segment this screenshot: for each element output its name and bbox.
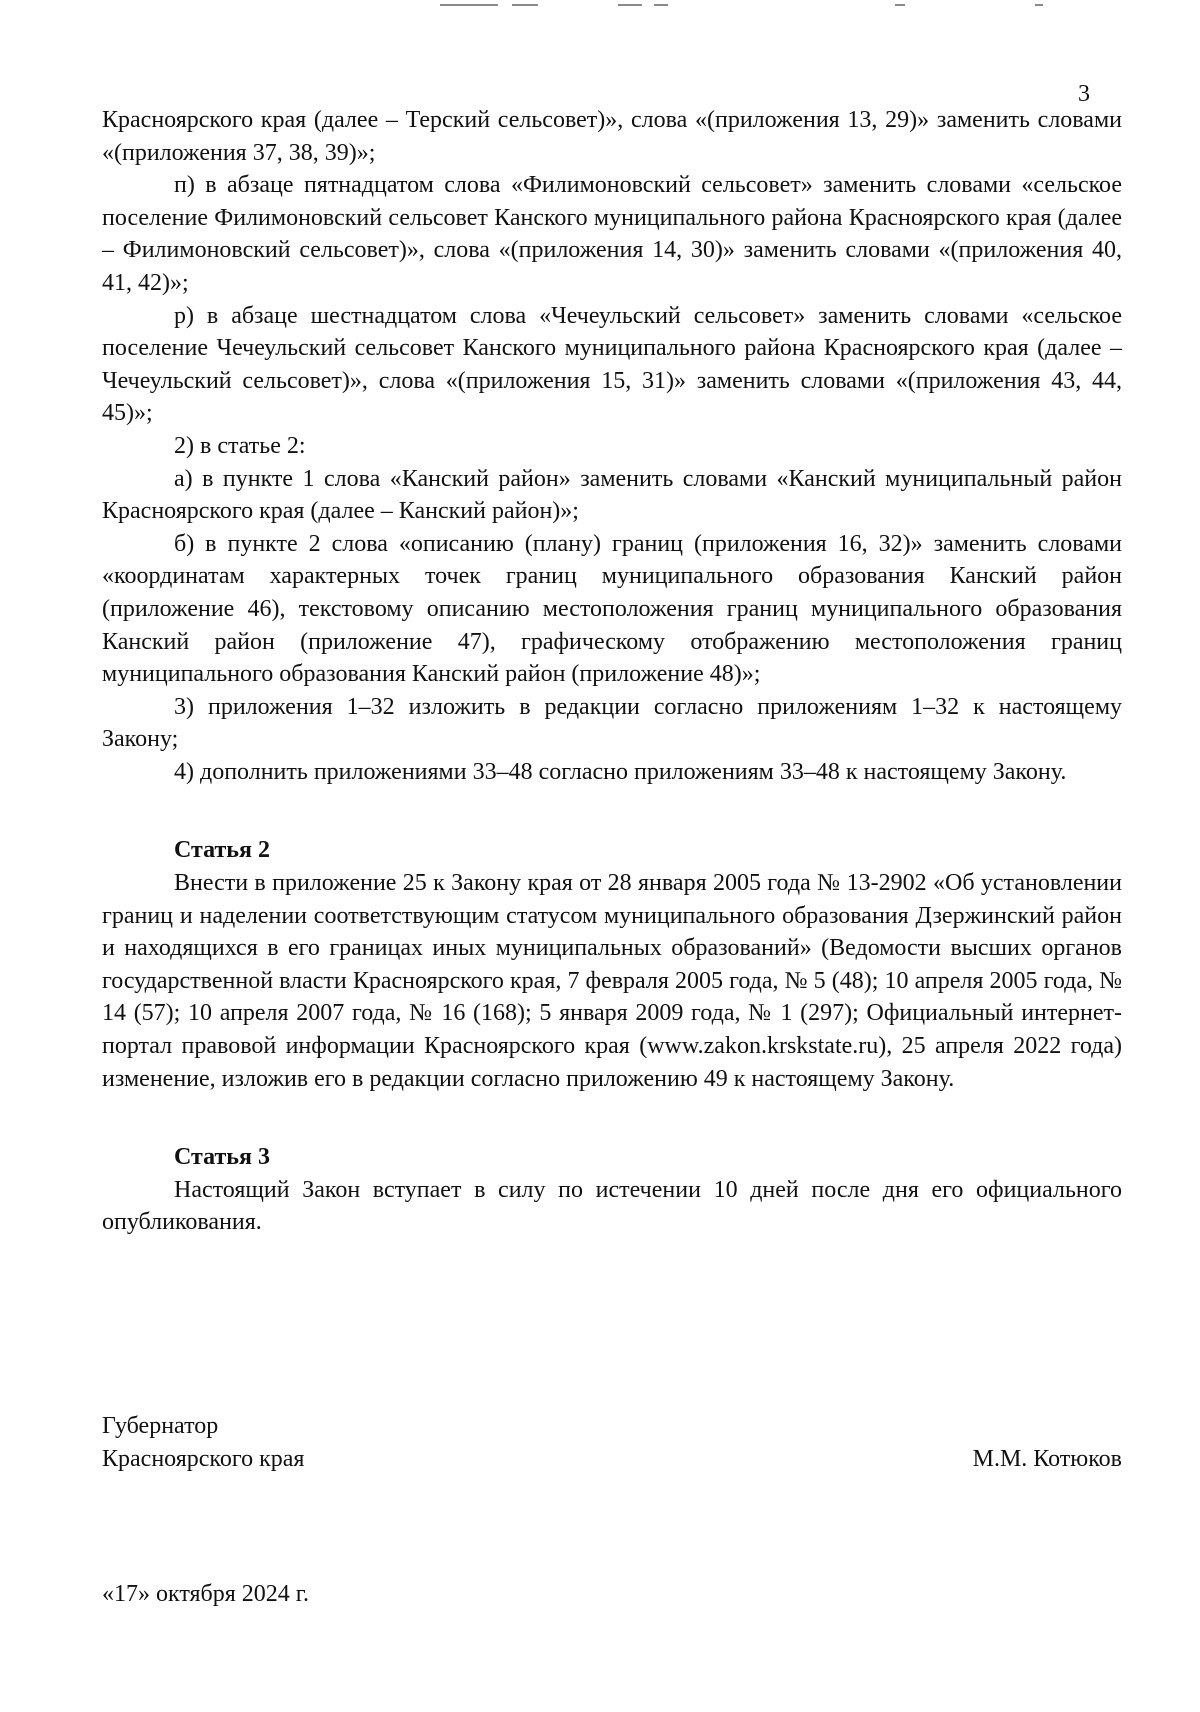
signature-block (102, 1410, 1122, 1476)
paragraph: 2) в статье 2: (174, 432, 306, 459)
paragraph: Красноярского края (далее – Терский сельсовет)», слова «(приложения 13, 29)» заменить словами «(приложения 37, 38, 39)»; (102, 107, 1122, 166)
document-body (102, 104, 1122, 1239)
scan-artifact-marks (440, 4, 1040, 8)
article-3-heading: Статья 3 (174, 1144, 270, 1171)
paragraph: п) в абзаце пятнадцатом слова «Филимоновский сельсовет» заменить словами «сельское поселение Филимоновский сельсовет Канского муниципального района Красноярского края (далее – Филимоновский сельсовет)», слова «(приложения 14, 30)» заменить словами «(приложения 40, 41, 42)»; (102, 172, 1122, 296)
article-2-text: Внести в приложение 25 к Закону края от 28 января 2005 года № 13-2902 «Об установлении границ и наделении соответствующим статусом муниципального образования Дзержинский район и находящихся в его границах иных муниципальных образований» (Ведомости высших органов государственной власти Красноярского края, 7 февраля 2005 года, № 5 (48); 10 апреля 2005 года, № 14 (57); 10 апреля 2007 года, № 16 (168); 5 января 2009 года, № 1 (297); Официальный интернет-портал правовой информации Красноярского края (www.zakon.krskstate.ru), 25 апреля 2022 года) изменение, изложив его в редакции согласно приложению 49 к настоящему Закону. (102, 870, 1122, 1092)
article-3-text: Настоящий Закон вступает в силу по истечении 10 дней после дня его официального опубликования. (102, 1176, 1122, 1236)
signatory-position-line2: Красноярского края (102, 1446, 305, 1472)
paragraph: а) в пункте 1 слова «Канский район» заменить словами «Канский муниципальный район Красноярского края (далее – Канский район)»; (102, 465, 1122, 525)
signatory-position-line1: Губернатор (102, 1413, 219, 1439)
paragraph: 3) приложения 1–32 изложить в редакции согласно приложениям 1–32 к настоящему Закону; (102, 693, 1122, 753)
paragraph: р) в абзаце шестнадцатом слова «Чечеульский сельсовет» заменить словами «сельское поселение Чечеульский сельсовет Канского муниципального района Красноярского края (далее – Чечеульский сельсовет)», слова «(приложения 15, 31)» заменить словами «(приложения 43, 44, 45)»; (102, 302, 1122, 427)
page-number: 3 (1078, 81, 1090, 107)
signatory-name: М.М. Котюков (972, 1446, 1122, 1472)
document-date: «17» октября 2024 г. (102, 1581, 309, 1607)
paragraph: б) в пункте 2 слова «описанию (плану) границ (приложения 16, 32)» заменить словами «координатам характерных точек границ муниципального образования Канский район (приложение 46), текстовому описанию местоположения границ муниципального образования Канский район (приложение 47), графическому отображению местоположения границ муниципального образования Канский район (приложение 48)»; (102, 530, 1122, 688)
paragraph: 4) дополнить приложениями 33–48 согласно приложениям 33–48 к настоящему Закону. (174, 758, 1067, 785)
article-2-heading: Статья 2 (174, 837, 270, 864)
